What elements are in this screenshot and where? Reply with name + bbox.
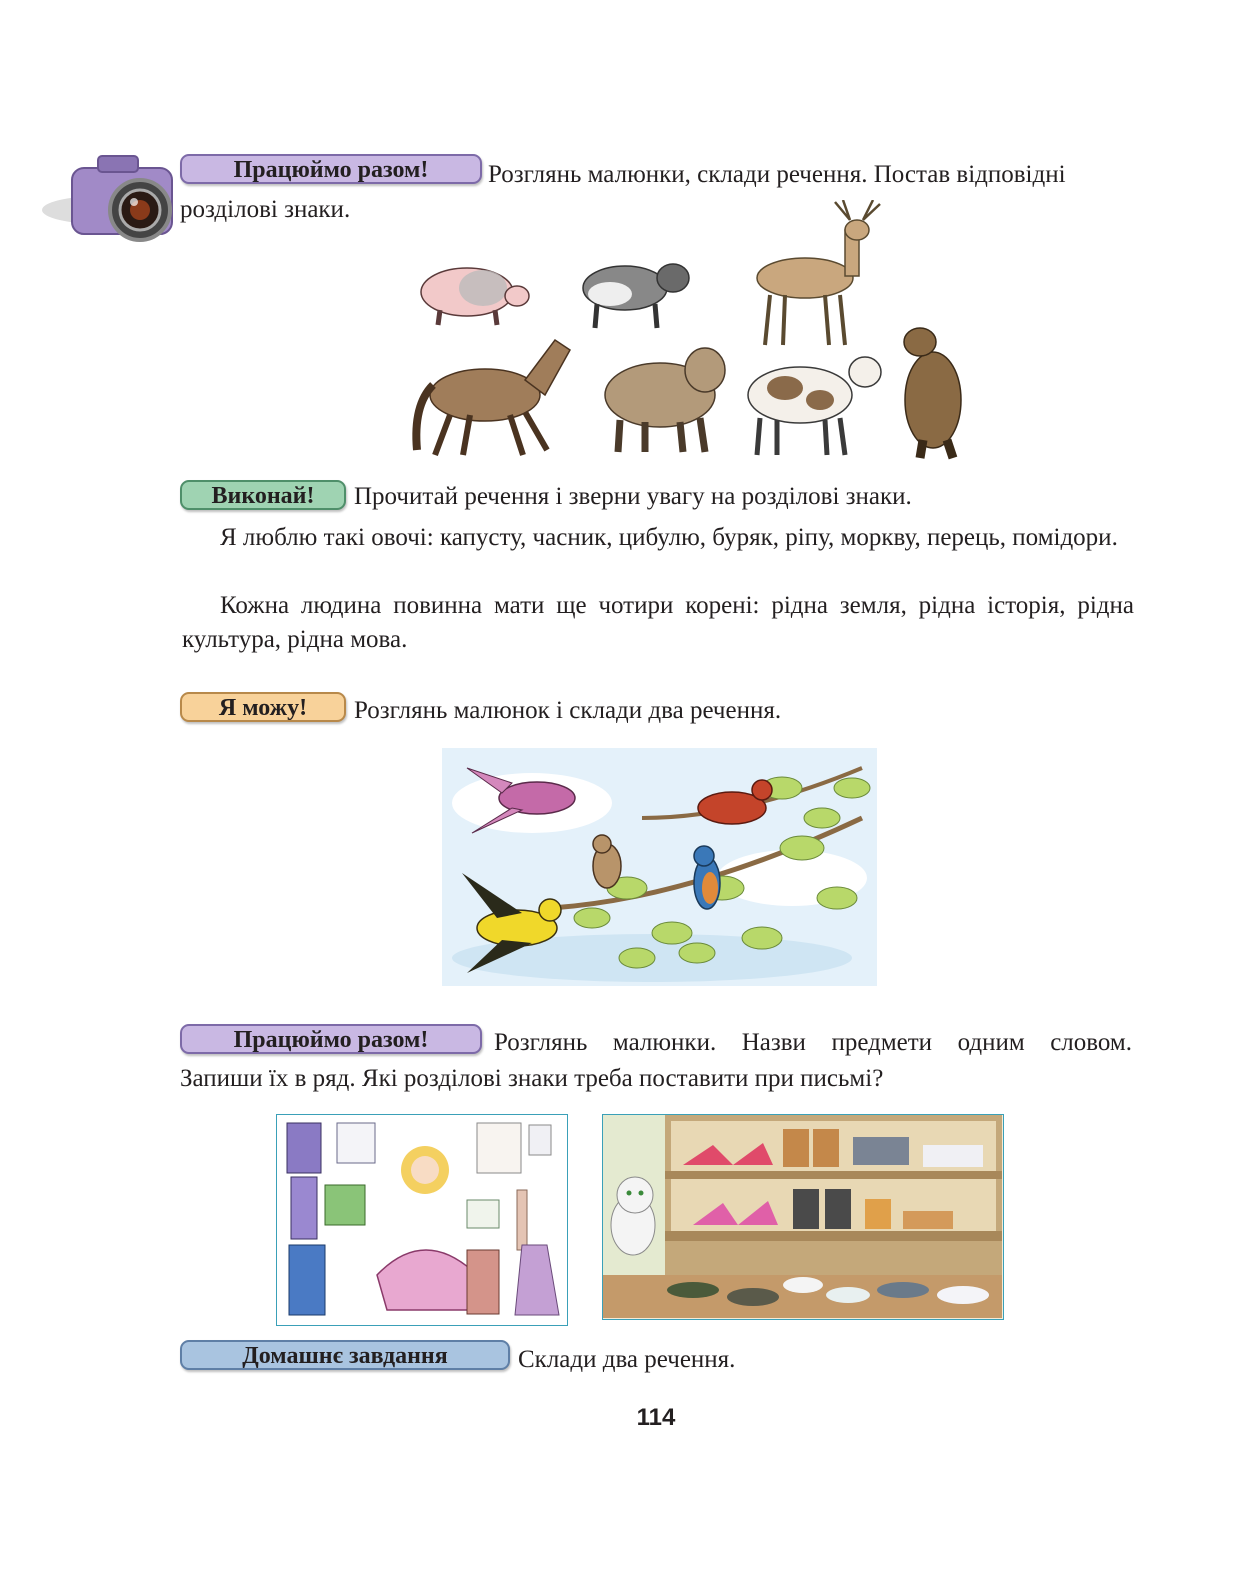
animals-illustration [405,200,980,465]
deer-image [757,200,880,345]
badge-work-together-2: Працюймо разом! [180,1024,482,1054]
badge-homework: Домашнє завдання [180,1340,510,1370]
instruction-1-line2: розділові знаки. [180,196,351,223]
badge-do-it: Виконай! [180,480,346,510]
horse-image [416,340,570,455]
instruction-3: Розглянь малюнок і склади два речення. [354,697,782,724]
birds-illustration [442,748,877,986]
page-number: 114 [636,1404,676,1431]
wolf-image [583,264,689,328]
homework-instruction: Склади два речення. [518,1346,736,1373]
clothes-illustration [276,1114,568,1326]
bear-image [904,328,961,458]
instruction-1-line1: Розглянь малюнки, склади речення. Постав відповідні [488,161,1066,188]
sentence-vegetables: Я люблю такі овочі: капусту, часник, цибулю, буряк, ріпу, моркву, перець, помідори. [220,524,1118,551]
instruction-4-line1: Розглянь малюнки. Назви предмети одним словом. [494,1029,1132,1056]
badge-i-can: Я можу! [180,692,346,722]
instruction-2: Прочитай речення і зверни увагу на розділові знаки. [354,483,912,510]
pig-image [421,268,529,325]
instruction-4-line2: Запиши їх в ряд. Які розділові знаки треба поставити при письмі? [180,1065,884,1092]
camera-icon [40,140,180,250]
badge-work-together-1: Працюймо разом! [180,154,482,184]
shoes-illustration [602,1114,1004,1320]
cow-image [748,357,881,455]
bull-image [605,348,725,452]
sentence-roots: Кожна людина повинна мати ще чотири корені: рідна земля, рідна історія, рідна культура, рідна мова. [182,592,1134,653]
